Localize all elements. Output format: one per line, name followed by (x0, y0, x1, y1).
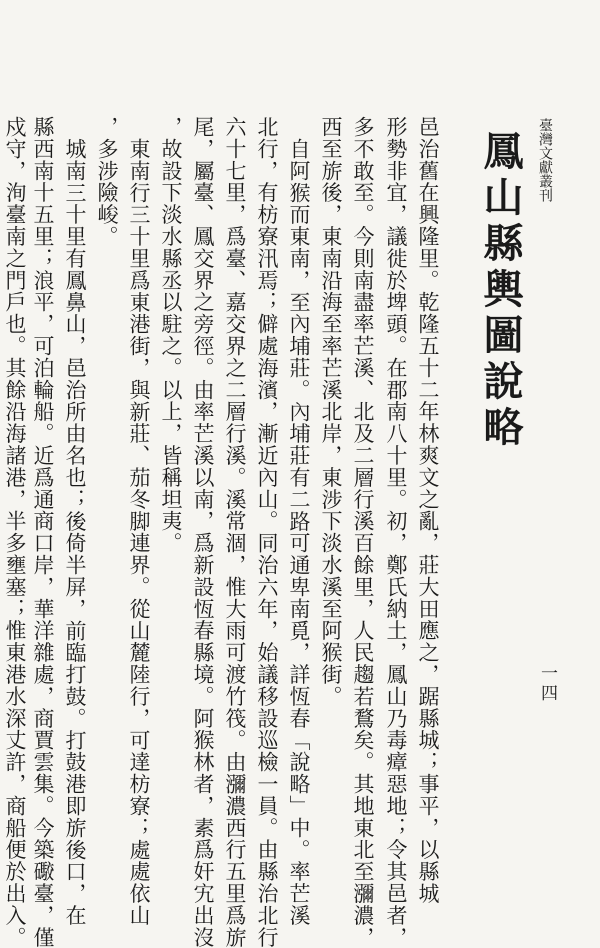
text-column: 東南行三十里爲東港街，與新莊、茄冬脚連界。從山麓陸行，可達枋寮；處處依山 (127, 138, 151, 927)
page-title: 鳳山縣輿圖說略 (477, 130, 524, 452)
text-column: 邑治舊在興隆里。乾隆五十二年林爽文之亂，莊大田應之，踞縣城；事平，以縣城 (416, 116, 440, 905)
series-title: 臺灣文獻叢刊 (537, 118, 553, 202)
text-column: 戍守，洵臺南之門戶也。其餘沿海諸港，半多壅塞；惟東港水深丈許，商船便於出入。 (3, 116, 27, 948)
text-column: 西至旂後，東南沿海至率芒溪北岸，東涉下淡水溪至阿猴街。 (319, 116, 343, 708)
text-column: 尾，屬臺、鳳交界之旁徑。由率芒溪以南，爲新設恆春縣境。阿猴林者，素爲奸宄出沒 (191, 116, 215, 948)
text-column: 多不敢至。今則南盡率芒溪、北及二層行溪百餘里，人民趨若鶩矣。其地東北至瀰濃， (351, 116, 375, 948)
text-column: 六十七里，爲臺、嘉交界之二層行溪。溪常涸，惟大雨可渡竹筏。由瀰濃西行五里爲旂 (223, 116, 247, 948)
text-column: 城南三十里有鳳鼻山，邑治所由名也；後倚半屏，前臨打鼓。打鼓港即旂後口，在 (63, 138, 87, 927)
text-column: 形勢非宜，議徙於埤頭。在郡南八十里。初，鄭氏納土，鳳山乃毒瘴惡地；令其邑者， (384, 116, 408, 948)
text-column: 北行，有枋寮汛焉；僻處海濱，漸近內山。同治六年，始議移設巡檢一員。由縣治北行 (255, 116, 279, 948)
text-column: ，故設下淡水縣丞以駐之。以上，皆稱坦夷。 (159, 116, 183, 554)
page-number: 一四 (537, 664, 557, 704)
text-column: 縣西南十五里；浪平，可泊輪船。近爲通商口岸，華洋雜處，商賈雲集。今築礮臺，僅 (31, 116, 55, 948)
text-column: ，多涉險峻。 (95, 116, 119, 248)
text-column: 自阿猴而東南，至內埔莊。內埔莊有二路可通卑南覓，詳恆春「說略」中。率芒溪 (287, 138, 311, 927)
